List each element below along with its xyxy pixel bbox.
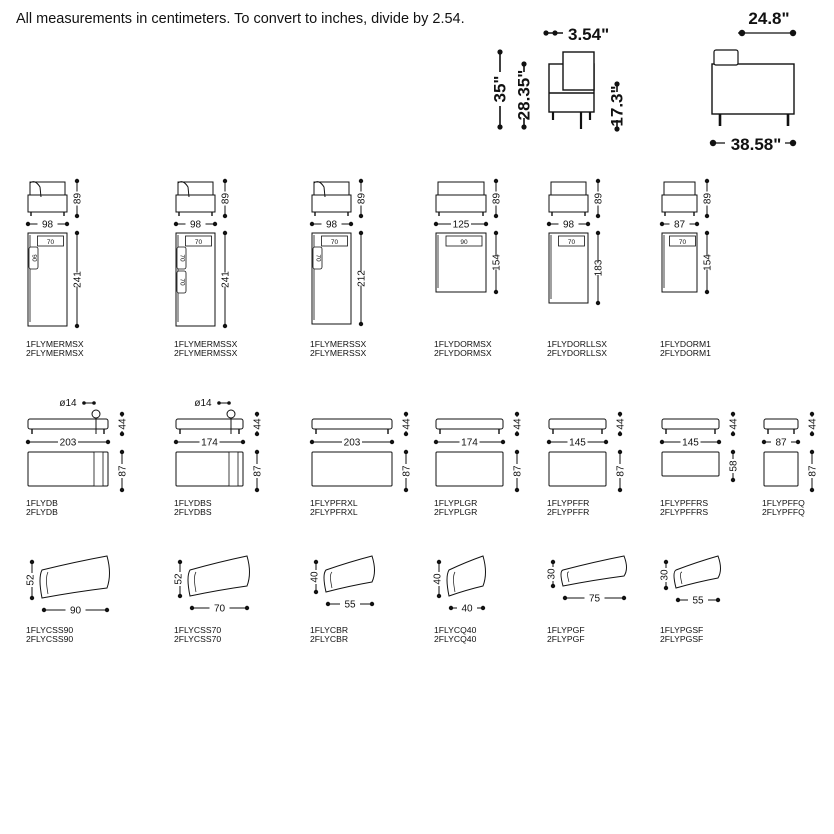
dimension-endpoint bbox=[434, 440, 438, 444]
dimension-label: 241 bbox=[72, 271, 84, 288]
product-code: 1FLYMERMSSX bbox=[174, 339, 238, 349]
daybed-1 bbox=[174, 398, 264, 517]
dimension-endpoint bbox=[494, 231, 498, 235]
product-code: 2FLYMERSSX bbox=[310, 348, 367, 358]
daybed-top bbox=[662, 419, 719, 429]
daybed-top bbox=[436, 419, 503, 429]
cushion-outline bbox=[447, 556, 486, 596]
bolster-outline bbox=[227, 410, 235, 418]
dimension-endpoint bbox=[190, 606, 194, 610]
dimension-endpoint bbox=[695, 222, 699, 226]
side-view-back bbox=[563, 52, 594, 90]
cushion-outline bbox=[674, 556, 721, 588]
dimension-endpoint bbox=[521, 61, 526, 66]
dimension-endpoint bbox=[359, 214, 363, 218]
dimension-endpoint bbox=[497, 49, 502, 54]
dimension-label: 89 bbox=[593, 192, 605, 205]
front-depth-label: 24.8" bbox=[748, 9, 790, 28]
dimension-endpoint bbox=[664, 586, 668, 590]
dimension-endpoint bbox=[705, 290, 709, 294]
daybed-3 bbox=[434, 412, 524, 517]
dimension-endpoint bbox=[223, 179, 227, 183]
dimension-endpoint bbox=[310, 222, 314, 226]
product-code: 1FLYDB bbox=[26, 498, 58, 508]
dimension-label: 89 bbox=[220, 192, 232, 205]
dimension-endpoint bbox=[547, 222, 551, 226]
product-code: 1FLYCQ40 bbox=[434, 625, 477, 635]
dimension-endpoint bbox=[551, 560, 555, 564]
daybed-and-ottoman-row bbox=[26, 398, 819, 517]
dimension-label: 87 bbox=[775, 437, 787, 449]
dimension-label: 154 bbox=[702, 254, 714, 271]
dimension-endpoint bbox=[790, 30, 796, 36]
dimension-endpoint bbox=[174, 222, 178, 226]
dimension-endpoint bbox=[30, 560, 34, 564]
dimension-endpoint bbox=[497, 124, 502, 129]
dimension-label: 89 bbox=[72, 192, 84, 205]
dimension-label: 87 bbox=[673, 219, 686, 231]
dimension-endpoint bbox=[716, 598, 720, 602]
product-code: 2FLYDBS bbox=[174, 507, 212, 517]
daybed-6 bbox=[762, 412, 819, 517]
dimension-endpoint bbox=[618, 412, 622, 416]
dimension-endpoint bbox=[705, 231, 709, 235]
dimension-endpoint bbox=[404, 450, 408, 454]
dimension-label: 89 bbox=[356, 192, 368, 205]
dimension-endpoint bbox=[106, 440, 110, 444]
dimension-endpoint bbox=[223, 214, 227, 218]
dimension-endpoint bbox=[437, 560, 441, 564]
dimension-endpoint bbox=[705, 214, 709, 218]
product-code: 1FLYMERMSX bbox=[26, 339, 84, 349]
module-3 bbox=[434, 179, 503, 358]
dimension-label: 87 bbox=[117, 465, 129, 477]
dimension-label: 154 bbox=[491, 254, 503, 271]
dimension-endpoint bbox=[82, 401, 86, 405]
daybed-plan bbox=[764, 452, 798, 486]
pillow-label: 90 bbox=[30, 254, 38, 262]
daybed-2 bbox=[310, 412, 413, 517]
product-code: 2FLYPGF bbox=[547, 634, 585, 644]
dimension-endpoint bbox=[75, 231, 79, 235]
dimension-endpoint bbox=[213, 222, 217, 226]
dimension-endpoint bbox=[434, 222, 438, 226]
dimension-endpoint bbox=[314, 560, 318, 564]
dimension-label: 55 bbox=[692, 595, 704, 607]
cushion-5 bbox=[660, 556, 721, 644]
daybed-top bbox=[176, 419, 243, 429]
product-code: 2FLYMERMSSX bbox=[174, 348, 238, 358]
dimension-label: 145 bbox=[569, 437, 586, 449]
cushion-label: 70 bbox=[678, 239, 687, 246]
dimension-label: 44 bbox=[117, 418, 129, 430]
product-code: 2FLYDORMSX bbox=[434, 348, 492, 358]
overall-height-label: 35" bbox=[490, 75, 510, 103]
reference-views bbox=[490, 9, 796, 154]
dimension-label: 44 bbox=[252, 418, 264, 430]
dimension-label: 87 bbox=[807, 465, 819, 477]
dimension-endpoint bbox=[26, 440, 30, 444]
dimension-endpoint bbox=[515, 488, 519, 492]
dimension-label: 174 bbox=[201, 437, 218, 449]
dimension-endpoint bbox=[227, 401, 231, 405]
dimension-endpoint bbox=[664, 560, 668, 564]
dimension-endpoint bbox=[596, 214, 600, 218]
dimension-endpoint bbox=[543, 30, 548, 35]
dimension-endpoint bbox=[359, 322, 363, 326]
bolster-diameter-label: ø14 bbox=[59, 398, 77, 409]
daybed-plan bbox=[436, 452, 503, 486]
module-5 bbox=[660, 179, 714, 358]
module-seat bbox=[28, 195, 67, 212]
dimension-endpoint bbox=[717, 440, 721, 444]
dimension-label: 44 bbox=[728, 418, 740, 430]
dimension-endpoint bbox=[404, 432, 408, 436]
dimension-endpoint bbox=[404, 488, 408, 492]
dimension-endpoint bbox=[30, 596, 34, 600]
dimension-endpoint bbox=[437, 594, 441, 598]
dimension-endpoint bbox=[178, 560, 182, 564]
dimension-endpoint bbox=[494, 290, 498, 294]
dimension-endpoint bbox=[481, 606, 485, 610]
pillow-label: 70 bbox=[314, 254, 322, 262]
product-code: 2FLYPFFQ bbox=[762, 507, 805, 517]
dimension-label: 183 bbox=[593, 259, 605, 277]
dimension-endpoint bbox=[796, 440, 800, 444]
dimension-endpoint bbox=[359, 179, 363, 183]
dimension-endpoint bbox=[515, 450, 519, 454]
dimension-endpoint bbox=[596, 231, 600, 235]
cushion-outline bbox=[561, 556, 627, 586]
dimension-label: 203 bbox=[343, 437, 361, 449]
cushion-4 bbox=[547, 556, 627, 644]
dimension-endpoint bbox=[75, 324, 79, 328]
dimension-endpoint bbox=[349, 222, 353, 226]
dimension-endpoint bbox=[314, 590, 318, 594]
daybed-0 bbox=[26, 398, 129, 517]
product-code: 1FLYCSS90 bbox=[26, 625, 74, 635]
dimension-label: 75 bbox=[588, 593, 601, 605]
module-seat bbox=[436, 195, 486, 212]
dimension-label: 98 bbox=[41, 219, 54, 231]
module-0 bbox=[26, 179, 84, 358]
dimension-endpoint bbox=[762, 440, 766, 444]
product-code: 2FLYPFFR bbox=[547, 507, 590, 517]
product-code: 1FLYPFRXL bbox=[310, 498, 358, 508]
seat-height-label: 17.3" bbox=[607, 85, 627, 127]
cushion-label: 70 bbox=[194, 239, 203, 246]
dimension-label: 203 bbox=[59, 437, 77, 449]
dimension-endpoint bbox=[241, 440, 245, 444]
front-view bbox=[710, 9, 796, 154]
product-code: 2FLYDORM1 bbox=[660, 348, 711, 358]
dimension-endpoint bbox=[105, 608, 109, 612]
module-seat bbox=[662, 195, 697, 212]
dimension-endpoint bbox=[810, 450, 814, 454]
dimension-label: 40 bbox=[432, 573, 444, 585]
cushion-1 bbox=[174, 556, 250, 644]
module-seat bbox=[176, 195, 215, 212]
daybed-top bbox=[764, 419, 798, 429]
dimension-endpoint bbox=[120, 432, 124, 436]
product-code: 2FLYMERMSX bbox=[26, 348, 84, 358]
dimension-endpoint bbox=[120, 450, 124, 454]
product-code: 2FLYCQ40 bbox=[434, 634, 477, 644]
module-2 bbox=[310, 179, 368, 358]
dimension-endpoint bbox=[551, 584, 555, 588]
dimension-endpoint bbox=[217, 401, 221, 405]
dimension-endpoint bbox=[255, 450, 259, 454]
dimension-label: 125 bbox=[452, 219, 470, 231]
product-code: 2FLYDORLLSX bbox=[547, 348, 608, 358]
dimension-label: 90 bbox=[69, 605, 82, 617]
dimension-label: 55 bbox=[344, 599, 356, 611]
front-view-frame bbox=[712, 64, 794, 114]
dimension-label: 30 bbox=[546, 568, 558, 580]
dimension-label: 87 bbox=[615, 465, 627, 477]
dimension-endpoint bbox=[255, 412, 259, 416]
dimension-label: 40 bbox=[309, 571, 321, 583]
cushion-label: 70 bbox=[567, 239, 576, 246]
product-code: 1FLYCBR bbox=[310, 625, 349, 635]
dimension-label: 44 bbox=[807, 418, 819, 430]
module-seat bbox=[549, 195, 588, 212]
dimension-endpoint bbox=[484, 222, 488, 226]
daybed-5 bbox=[660, 412, 740, 517]
dimension-endpoint bbox=[810, 432, 814, 436]
dimension-label: 70 bbox=[213, 603, 226, 615]
cushion-and-pillow-row bbox=[26, 556, 721, 644]
product-code: 1FLYPGF bbox=[547, 625, 585, 635]
dimension-label: 87 bbox=[512, 465, 524, 477]
dimension-endpoint bbox=[547, 440, 551, 444]
cushion-outline bbox=[40, 556, 110, 598]
module-1 bbox=[174, 179, 238, 358]
dimension-endpoint bbox=[731, 432, 735, 436]
product-code: 1FLYDORM1 bbox=[660, 339, 711, 349]
cushion-outline bbox=[188, 556, 250, 596]
product-code: 1FLYDORMSX bbox=[434, 339, 492, 349]
dimension-label: 44 bbox=[512, 418, 524, 430]
product-code: 1FLYPGSF bbox=[660, 625, 704, 635]
dimension-endpoint bbox=[521, 124, 526, 129]
dimension-label: 44 bbox=[401, 418, 413, 430]
dimension-endpoint bbox=[739, 30, 745, 36]
product-code: 1FLYDORLLSX bbox=[547, 339, 608, 349]
dimension-label: 98 bbox=[189, 219, 202, 231]
product-code: 1FLYPFFR bbox=[547, 498, 590, 508]
dimension-label: 145 bbox=[682, 437, 699, 449]
dimension-label: 44 bbox=[615, 418, 627, 430]
dimension-endpoint bbox=[710, 140, 716, 146]
cushion-2 bbox=[310, 556, 375, 644]
dimension-endpoint bbox=[326, 602, 330, 606]
product-code: 2FLYCSS90 bbox=[26, 634, 74, 644]
dimension-endpoint bbox=[370, 602, 374, 606]
dimension-endpoint bbox=[359, 231, 363, 235]
dimension-label: 58 bbox=[728, 460, 740, 472]
dimension-endpoint bbox=[92, 401, 96, 405]
bolster-plan bbox=[229, 452, 238, 486]
dimension-endpoint bbox=[563, 596, 567, 600]
dimension-endpoint bbox=[310, 440, 314, 444]
dimension-endpoint bbox=[515, 432, 519, 436]
cushion-label: 70 bbox=[330, 239, 339, 246]
bolster-diameter-label: ø14 bbox=[194, 398, 212, 409]
product-code: 2FLYCBR bbox=[310, 634, 349, 644]
cushion-label: 70 bbox=[46, 239, 55, 246]
product-code: 2FLYPGSF bbox=[660, 634, 704, 644]
dimension-endpoint bbox=[604, 440, 608, 444]
dimension-endpoint bbox=[120, 412, 124, 416]
product-code: 2FLYDB bbox=[26, 507, 58, 517]
dimension-endpoint bbox=[390, 440, 394, 444]
daybed-plan bbox=[549, 452, 606, 486]
pillow-label: 70 bbox=[178, 254, 186, 262]
dimension-endpoint bbox=[552, 30, 557, 35]
dimension-endpoint bbox=[586, 222, 590, 226]
dimension-endpoint bbox=[75, 214, 79, 218]
product-code: 1FLYPFFQ bbox=[762, 498, 805, 508]
dimension-endpoint bbox=[705, 179, 709, 183]
dimension-endpoint bbox=[26, 222, 30, 226]
dimension-label: 241 bbox=[220, 271, 232, 288]
dimension-endpoint bbox=[494, 179, 498, 183]
dimension-label: 52 bbox=[173, 573, 185, 585]
dimension-endpoint bbox=[790, 140, 796, 146]
daybed-top bbox=[312, 419, 392, 429]
product-code: 2FLYCSS70 bbox=[174, 634, 222, 644]
dimension-endpoint bbox=[404, 412, 408, 416]
dimension-endpoint bbox=[42, 608, 46, 612]
dimension-endpoint bbox=[731, 450, 735, 454]
dimension-endpoint bbox=[174, 440, 178, 444]
dimension-label: 87 bbox=[252, 465, 264, 477]
dimension-endpoint bbox=[618, 450, 622, 454]
cushion-0 bbox=[26, 556, 110, 644]
front-width-label: 38.58" bbox=[730, 135, 782, 154]
product-code: 1FLYDBS bbox=[174, 498, 212, 508]
dimension-endpoint bbox=[501, 440, 505, 444]
arm-width-label: 3.54" bbox=[568, 25, 610, 44]
dimension-endpoint bbox=[618, 432, 622, 436]
dimension-endpoint bbox=[494, 214, 498, 218]
dimension-label: 89 bbox=[491, 192, 503, 205]
dimension-endpoint bbox=[223, 231, 227, 235]
module-4 bbox=[547, 179, 607, 358]
dimension-endpoint bbox=[75, 179, 79, 183]
dimension-label: 87 bbox=[401, 465, 413, 477]
dimension-label: 174 bbox=[461, 437, 478, 449]
product-code: 2FLYPFRXL bbox=[310, 507, 358, 517]
dimension-endpoint bbox=[810, 488, 814, 492]
dimension-endpoint bbox=[223, 324, 227, 328]
dimension-endpoint bbox=[731, 478, 735, 482]
daybed-plan bbox=[662, 452, 719, 476]
dimension-endpoint bbox=[255, 432, 259, 436]
product-code: 1FLYPLGR bbox=[434, 498, 478, 508]
product-code: 2FLYPFFRS bbox=[660, 507, 709, 517]
module-seat bbox=[312, 195, 351, 212]
dimension-label: 98 bbox=[562, 219, 575, 231]
bolster-outline bbox=[92, 410, 100, 418]
back-height-label: 28.35" bbox=[514, 69, 534, 121]
dimension-label: 52 bbox=[25, 574, 37, 586]
dimension-endpoint bbox=[618, 488, 622, 492]
dimension-endpoint bbox=[178, 594, 182, 598]
dimension-label: 98 bbox=[325, 219, 338, 231]
dimension-endpoint bbox=[255, 488, 259, 492]
daybed-4 bbox=[547, 412, 627, 517]
dimension-endpoint bbox=[660, 222, 664, 226]
cushion-3 bbox=[433, 556, 486, 644]
product-code: 2FLYPLGR bbox=[434, 507, 478, 517]
dimension-label: 212 bbox=[356, 270, 368, 287]
dimension-endpoint bbox=[596, 301, 600, 305]
front-view-cushion bbox=[714, 50, 738, 65]
cushion-label: 90 bbox=[460, 239, 468, 246]
chaise-modules-row bbox=[26, 179, 714, 358]
product-code: 1FLYPFFRS bbox=[660, 498, 709, 508]
product-code: 1FLYCSS70 bbox=[174, 625, 222, 635]
daybed-top bbox=[549, 419, 606, 429]
daybed-plan bbox=[312, 452, 392, 486]
dimension-endpoint bbox=[622, 596, 626, 600]
dimension-label: 89 bbox=[702, 192, 714, 205]
side-view bbox=[490, 25, 627, 132]
dimension-endpoint bbox=[810, 412, 814, 416]
page-note: All measurements in centimeters. To convert to inches, divide by 2.54. bbox=[16, 11, 465, 27]
bolster-plan bbox=[94, 452, 103, 486]
pillow-label: 70 bbox=[178, 278, 186, 286]
dimension-endpoint bbox=[245, 606, 249, 610]
dimension-endpoint bbox=[596, 179, 600, 183]
dimension-endpoint bbox=[676, 598, 680, 602]
dimension-endpoint bbox=[65, 222, 69, 226]
dimension-endpoint bbox=[660, 440, 664, 444]
dimension-endpoint bbox=[515, 412, 519, 416]
dimension-endpoint bbox=[731, 412, 735, 416]
product-code: 1FLYMERSSX bbox=[310, 339, 367, 349]
dimension-label: 40 bbox=[461, 603, 473, 615]
dimension-label: 30 bbox=[659, 569, 671, 581]
dimension-endpoint bbox=[120, 488, 124, 492]
dimension-endpoint bbox=[449, 606, 453, 610]
